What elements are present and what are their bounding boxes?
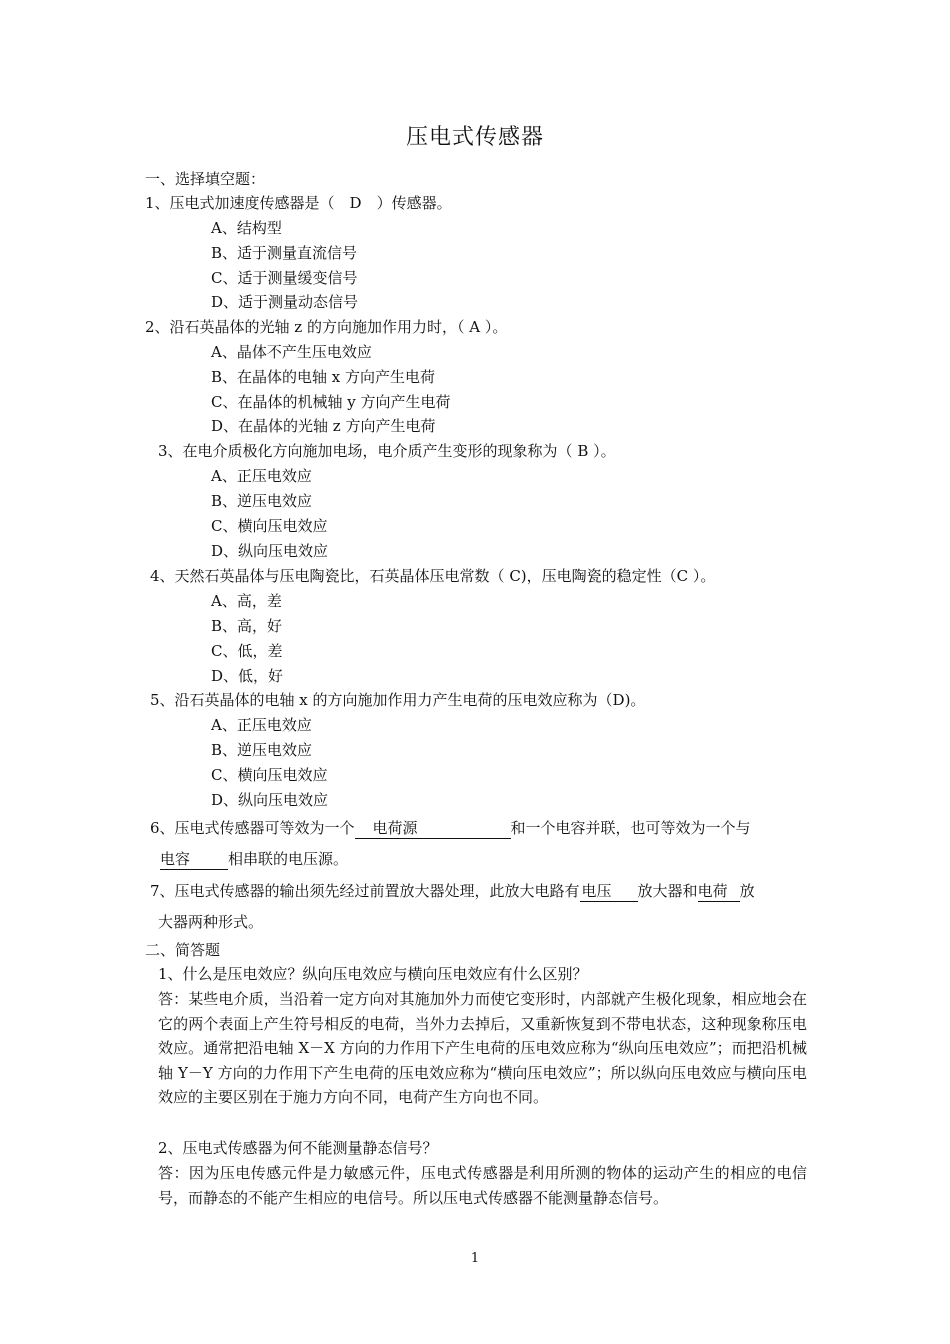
sa-q2-question: 2、压电式传感器为何不能测量静态信号？ [158, 1139, 438, 1157]
q6-text-3: 相串联的电压源。 [228, 850, 349, 868]
page-title: 压电式传感器 [405, 125, 544, 150]
sa-q1-answer: 答：某些电介质，当沿着一定方向对其施加外力而使它变形时，内部就产生极化现象，相应地会在它的两个表面上产生符号相反的电荷，当外力去掉后，又重新恢复到不带电状态，这种现象称压电效应。通常把沿电轴 X－X 方向的力作用下产生电荷的压电效应称为“纵向压电效应”；而把沿机械轴 Y－Y 方向的力作用下产生电荷的压电效应称为“横向压电效应”；所以纵向压电效应与横向压电效应的主要区别在于施力方向不同，电荷产生方向也不同。 [158, 990, 807, 1106]
section-1-heading: 一、选择填空题： [145, 170, 266, 188]
q4-option-d: D、低，好 [211, 667, 284, 685]
section-2-heading: 二、简答题 [145, 941, 221, 959]
q1-option-b: B、适于测量直流信号 [211, 244, 358, 262]
q3-option-b: B、逆压电效应 [211, 492, 313, 510]
q2-option-d: D、在晶体的光轴 z 方向产生电荷 [211, 417, 436, 435]
q6-line-2 [160, 848, 348, 870]
q7-text-2: 放大器和 [637, 882, 698, 900]
q1-option-c: C、适于测量缓变信号 [211, 269, 358, 287]
q6-text-1: 6、压电式传感器可等效为一个 [150, 819, 355, 837]
q7-blank-2: 电荷 [698, 882, 740, 902]
q4-stem: 4、天然石英晶体与压电陶瓷比，石英晶体压电常数（ C)，压电陶瓷的稳定性（C ）。 [150, 567, 716, 585]
q5-stem: 5、沿石英晶体的电轴 x 的方向施加作用力产生电荷的压电效应称为（D)。 [150, 691, 646, 709]
q5-option-d: D、纵向压电效应 [211, 791, 329, 809]
sa-q2-answer: 答：因为压电传感元件是力敏感元件，压电式传感器是利用所测的物体的运动产生的相应的电信号，而静态的不能产生相应的电信号。所以压电式传感器不能测量静态信号。 [158, 1164, 807, 1207]
q1-option-d: D、适于测量动态信号 [211, 293, 359, 311]
q6-blank-1: 电荷源 [355, 819, 511, 839]
q2-option-b: B、在晶体的电轴 x 方向产生电荷 [211, 368, 436, 386]
q7-text-4: 大器两种形式。 [158, 913, 264, 931]
q5-option-b: B、逆压电效应 [211, 741, 313, 759]
q2-option-a: A、晶体不产生压电效应 [211, 343, 372, 361]
q4-option-c: C、低，差 [211, 642, 283, 660]
q6-blank-2: 电容 [160, 850, 228, 870]
q4-option-a: A、高，差 [211, 592, 282, 610]
q1-option-a: A、结构型 [211, 219, 282, 237]
q6-text-2: 和一个电容并联，也可等效为一个与 [510, 819, 751, 837]
q6-line-1 [150, 817, 751, 839]
q7-line-1 [150, 880, 755, 902]
q5-option-c: C、横向压电效应 [211, 766, 328, 784]
q3-option-d: D、纵向压电效应 [211, 542, 329, 560]
q4-option-b: B、高，好 [211, 617, 283, 635]
q2-stem: 2、沿石英晶体的光轴 z 的方向施加作用力时，（ A ）。 [145, 318, 508, 336]
q3-stem: 3、在电介质极化方向施加电场，电介质产生变形的现象称为（ B ）。 [158, 442, 616, 460]
q3-option-a: A、正压电效应 [211, 467, 312, 485]
sa-q1-question: 1、什么是压电效应？纵向压电效应与横向压电效应有什么区别？ [158, 965, 588, 983]
page-number: 1 [470, 1251, 480, 1266]
q7-text-3: 放 [739, 882, 755, 900]
q1-stem: 1、压电式加速度传感器是（ D ）传感器。 [145, 194, 452, 212]
q7-blank-1: 电压 [580, 882, 638, 902]
q7-text-1: 7、压电式传感器的输出须先经过前置放大器处理，此放大电路有 [150, 882, 580, 900]
q5-option-a: A、正压电效应 [211, 716, 312, 734]
q2-option-c: C、在晶体的机械轴 y 方向产生电荷 [211, 393, 451, 411]
q3-option-c: C、横向压电效应 [211, 517, 328, 535]
